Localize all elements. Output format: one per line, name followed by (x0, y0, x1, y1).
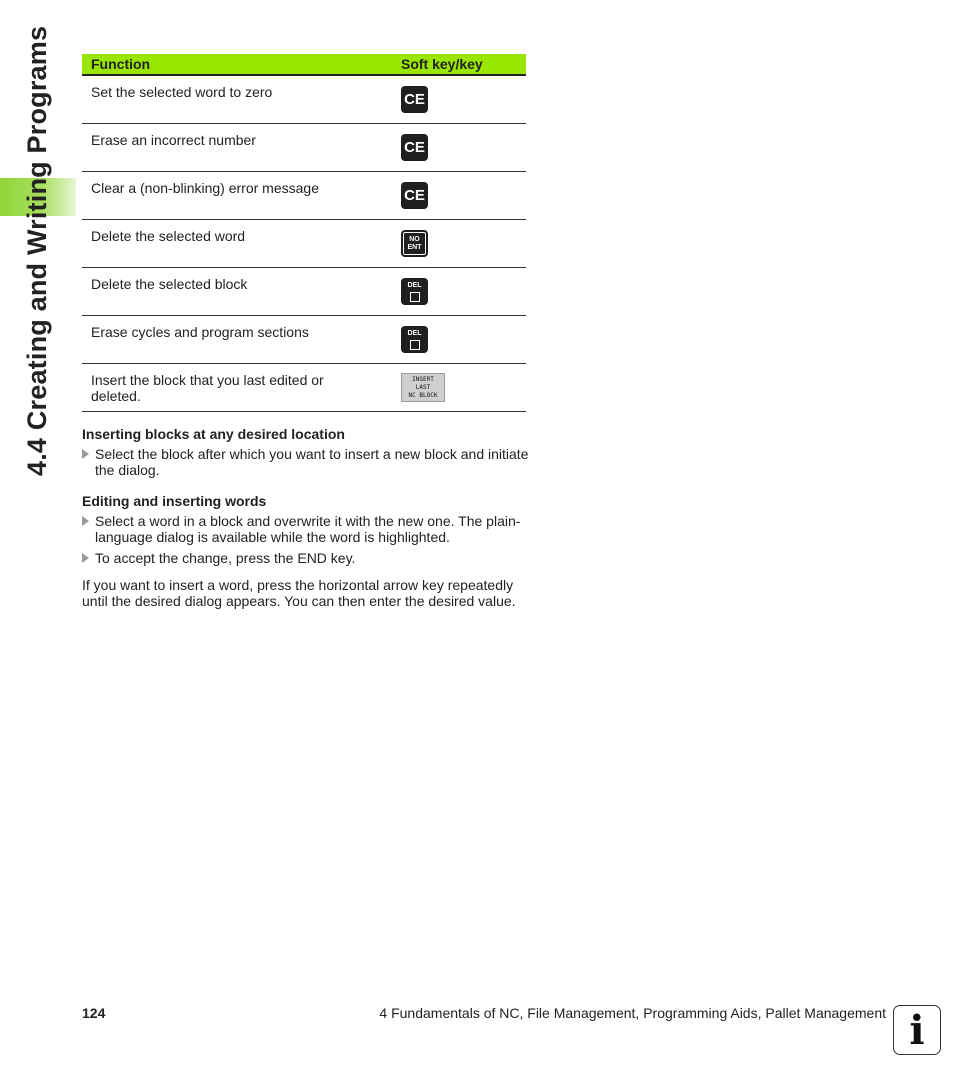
function-text: Erase an incorrect number (91, 132, 256, 148)
function-text: Erase cycles and program sections (91, 324, 309, 340)
section-heading-editing-words: Editing and inserting words (82, 493, 267, 509)
table-row (82, 268, 526, 316)
triangle-bullet-icon (82, 449, 89, 459)
ce-key-icon: CE (401, 134, 428, 161)
no-ent-key-icon (401, 230, 428, 257)
list-item (82, 550, 530, 566)
list-item (82, 446, 530, 478)
ce-key-icon: CE (401, 182, 428, 209)
function-text: Delete the selected word (91, 228, 246, 244)
list-item-text: Select a word in a block and overwrite it with the new one. The plain-language dialog is available while the word is highlighted. (95, 513, 521, 545)
softkey-line3: NC BLOCK (408, 392, 438, 399)
softkey-line2: LAST (415, 384, 431, 391)
header-key: Soft key/key (401, 56, 483, 72)
function-text: Delete the selected block (91, 276, 248, 292)
chapter-title: 4.4 Creating and Writing Programs (22, 25, 52, 476)
function-table (82, 54, 526, 412)
table-row (82, 76, 526, 124)
del-key-icon (401, 278, 428, 305)
function-text: Insert the block that you last edited or deleted. (91, 372, 324, 404)
section-heading-inserting-blocks: Inserting blocks at any desired location (82, 426, 345, 442)
no-ent-key-line2: ENT (407, 243, 422, 251)
list-item-text: Select the block after which you want to insert a new block and initiate the dialog. (95, 446, 529, 478)
body-paragraph: If you want to insert a word, press the horizontal arrow key repeatedly until the desired dialog appears. You can then enter the desired value. (82, 577, 516, 609)
square-icon (410, 292, 420, 302)
ce-key-icon: CE (401, 86, 428, 113)
table-row (82, 172, 526, 220)
page-number: 124 (82, 1005, 106, 1021)
del-key-icon (401, 326, 428, 353)
footer-chapter: 4 Fundamentals of NC, File Management, Programming Aids, Pallet Management (379, 1005, 886, 1021)
table-row (82, 124, 526, 172)
table-row (82, 364, 526, 412)
info-icon: i (893, 1005, 941, 1055)
table-row (82, 220, 526, 268)
header-function: Function (91, 56, 151, 72)
table-row (82, 316, 526, 364)
function-text: Set the selected word to zero (91, 84, 273, 100)
triangle-bullet-icon (82, 516, 89, 526)
triangle-bullet-icon (82, 553, 89, 563)
no-ent-key-line1: NO (409, 235, 420, 243)
table-header (82, 54, 526, 76)
list-item (82, 513, 530, 545)
insert-last-nc-block-softkey-icon (401, 373, 445, 402)
softkey-line1: INSERT (412, 376, 434, 383)
del-key-label: DEL (407, 330, 422, 337)
function-text: Clear a (non-blinking) error message (91, 180, 319, 196)
del-key-label: DEL (407, 282, 422, 289)
list-item-text: To accept the change, press the END key. (95, 550, 356, 566)
square-icon (410, 340, 420, 350)
